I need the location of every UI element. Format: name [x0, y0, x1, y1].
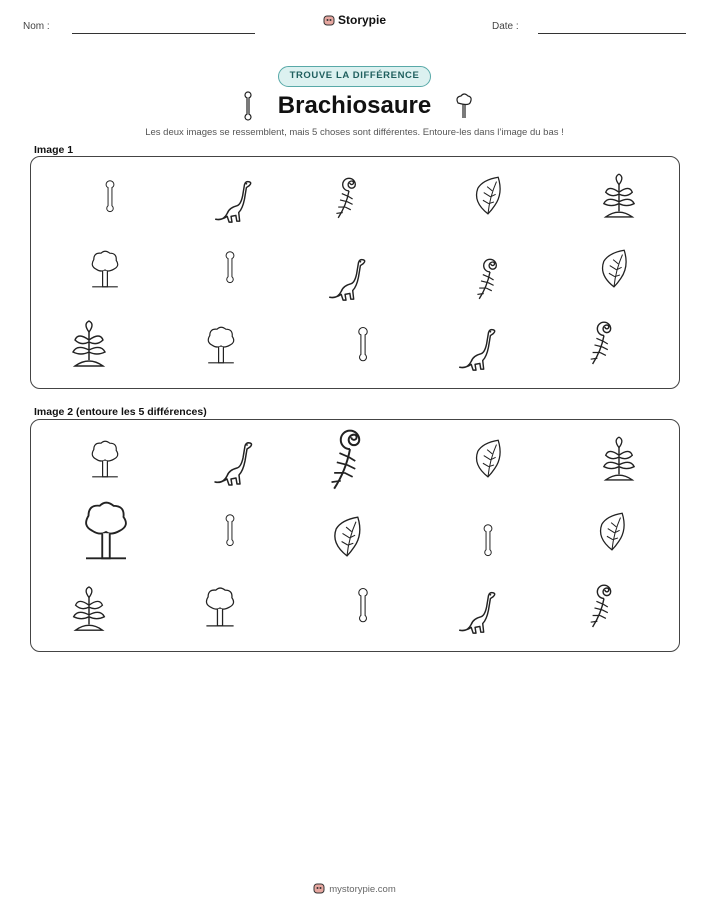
image1-panel [30, 156, 680, 389]
brand [0, 13, 709, 27]
image1-tree-icon [89, 243, 121, 297]
image2-dinosaur-icon[interactable] [451, 588, 501, 636]
image1-dinosaur-icon [451, 325, 501, 373]
image2-label: Image 2 (entoure les 5 différences) [34, 406, 207, 418]
instructions: Les deux images se ressemblent, mais 5 choses sont différentes. Entoure-les dans l’image du bas ! [145, 127, 564, 138]
image1-tree-icon [205, 319, 237, 373]
date-label: Date : [492, 21, 519, 32]
image1-fern-icon [585, 319, 623, 369]
image2-fern-icon[interactable] [323, 428, 377, 494]
image2-bone-icon[interactable] [349, 580, 377, 632]
image2-plant-icon[interactable] [600, 436, 638, 484]
image2-leaf-icon[interactable] [595, 508, 629, 556]
page-title: Brachiosaure [277, 92, 432, 119]
image1-label: Image 1 [34, 144, 74, 156]
image2-bone-icon[interactable] [475, 516, 501, 566]
image2-tree-icon[interactable] [81, 498, 131, 566]
image2-plant-icon[interactable] [69, 586, 109, 634]
image2-tree-icon[interactable] [203, 582, 237, 634]
footer-url: mystorypie.com [329, 884, 396, 895]
image1-fern-icon [331, 175, 367, 223]
image1-leaf-icon [471, 173, 505, 219]
image1-bone-icon [349, 319, 377, 371]
image2-tree-icon[interactable] [89, 434, 121, 486]
image1-fern-icon [472, 255, 508, 305]
footer [0, 882, 709, 895]
image2-fern-icon[interactable] [585, 582, 623, 632]
image2-bone-icon[interactable] [217, 506, 243, 556]
storypie-logo-icon [323, 14, 335, 26]
image1-leaf-icon [597, 245, 631, 293]
image1-plant-icon [600, 173, 638, 221]
tree-icon [452, 91, 476, 121]
image2-leaf-icon[interactable] [329, 512, 365, 562]
name-label: Nom : [23, 21, 50, 32]
image1-plant-icon [69, 319, 109, 371]
image1-bone-icon [217, 243, 243, 293]
date-line[interactable] [538, 33, 686, 34]
name-line[interactable] [72, 33, 255, 34]
image2-dinosaur-icon[interactable] [207, 438, 257, 488]
image1-dinosaur-icon [321, 255, 371, 303]
image2-leaf-icon[interactable] [471, 436, 505, 482]
brand-name: Storypie [337, 13, 386, 27]
activity-badge: TROUVE LA DIFFÉRENCE [278, 66, 431, 87]
image2-panel[interactable] [30, 419, 680, 652]
image1-dinosaur-icon [207, 177, 257, 225]
storypie-logo-icon [313, 882, 325, 894]
image1-bone-icon [97, 171, 123, 223]
